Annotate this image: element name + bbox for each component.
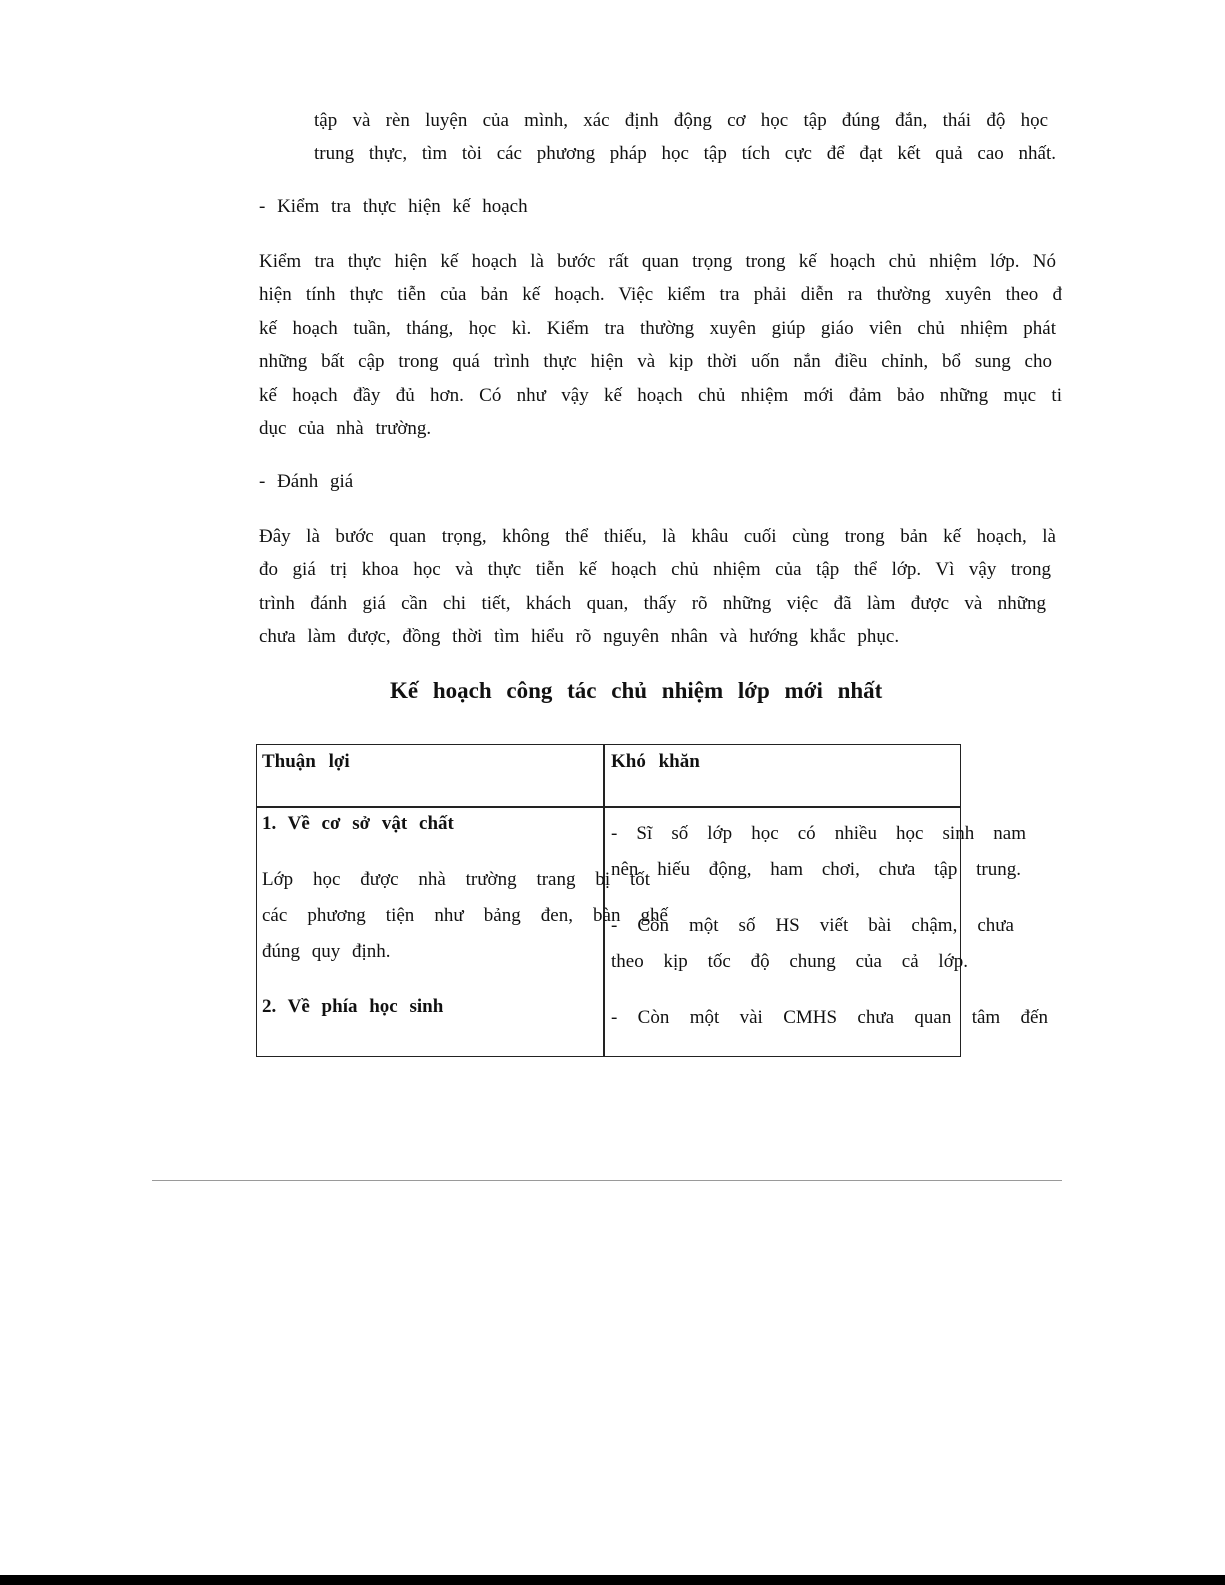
right-line-1: - Sĩ số lớp học có nhiều học sinh nam [611, 823, 1026, 844]
page-bottom-edge [0, 1575, 1225, 1585]
left-para-line-3: đúng quy định. [262, 941, 391, 962]
right-line-5: - Còn một vài CMHS chưa quan tâm đến [611, 1007, 1048, 1028]
right-line-4: theo kịp tốc độ chung của cả lớp. [611, 951, 968, 972]
table-header-divider [256, 806, 961, 808]
right-line-3: - Còn một số HS viết bài chậm, chưa [611, 915, 1014, 936]
check-line-3: kế hoạch tuần, tháng, học kì. Kiểm tra thường xuyên giúp giáo viên chủ nhiệm phát [259, 318, 1056, 339]
check-line-5: kế hoạch đầy đủ hơn. Có như vậy kế hoạch chủ nhiệm mới đảm bảo những mục ti [259, 385, 1062, 406]
section-check-title: - Kiểm tra thực hiện kế hoạch [259, 196, 528, 217]
left-subheading-students: 2. Về phía học sinh [262, 996, 444, 1017]
intro-line-1: tập và rèn luyện của mình, xác định động cơ học tập đúng đắn, thái độ học [314, 110, 1048, 131]
intro-line-2: trung thực, tìm tòi các phương pháp học tập tích cực để đạt kết quả cao nhất. [314, 143, 1056, 164]
eval-line-3: trình đánh giá cần chi tiết, khách quan, thấy rõ những việc đã làm được và những [259, 593, 1046, 614]
page-footer-rule [152, 1180, 1062, 1181]
table-column-divider [603, 744, 605, 1057]
left-para-line-1: Lớp học được nhà trường trang bị tốt [262, 869, 650, 890]
check-line-6: dục của nhà trường. [259, 418, 432, 439]
page-heading: Kế hoạch công tác chủ nhiệm lớp mới nhất [390, 678, 883, 703]
check-line-4: những bất cập trong quá trình thực hiện và kịp thời uốn nắn điều chỉnh, bổ sung cho [259, 351, 1052, 372]
eval-line-1: Đây là bước quan trọng, không thể thiếu, là khâu cuối cùng trong bản kế hoạch, là [259, 526, 1056, 547]
check-line-1: Kiểm tra thực hiện kế hoạch là bước rất quan trọng trong kế hoạch chủ nhiệm lớp. Nó [259, 251, 1056, 272]
section-eval-title: - Đánh giá [259, 471, 354, 492]
eval-line-2: đo giá trị khoa học và thực tiễn kế hoạch chủ nhiệm của tập thể lớp. Vì vậy trong [259, 559, 1051, 580]
left-para-line-2: các phương tiện như bảng đen, bàn ghế [262, 905, 668, 926]
table-header-difficulties: Khó khăn [611, 751, 700, 772]
table-header-advantages: Thuận lợi [262, 751, 350, 772]
right-line-2: nên hiếu động, ham chơi, chưa tập trung. [611, 859, 1021, 880]
eval-line-4: chưa làm được, đồng thời tìm hiểu rõ nguyên nhân và hướng khắc phục. [259, 626, 900, 647]
left-subheading-facilities: 1. Về cơ sở vật chất [262, 813, 454, 834]
check-line-2: hiện tính thực tiễn của bản kế hoạch. Việc kiểm tra phải diễn ra thường xuyên theo đ [259, 284, 1062, 305]
